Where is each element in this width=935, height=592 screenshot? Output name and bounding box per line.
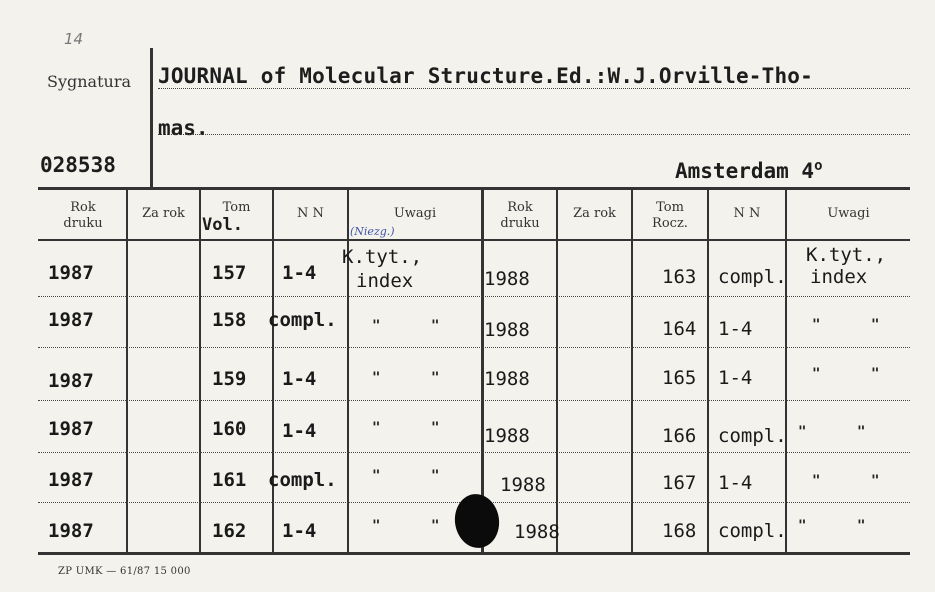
header-left-volume: Tom [222,200,251,215]
signature-label: Sygnatura [47,72,132,91]
row4-left-nn: 1-4 [282,420,317,442]
row3-right-volume: 165 [662,367,697,389]
row5-right-year: 1988 [500,474,546,496]
row-sep-2 [38,347,910,348]
header-right-notes: Uwagi [827,206,870,221]
publication-place [675,158,823,183]
row6-left-volume: 162 [212,520,247,542]
header-bottom-rule [38,239,910,241]
header-right-for-year: Za rok [573,206,616,221]
row4-left-notes: " " [372,420,440,436]
row6-right-volume: 168 [662,520,697,542]
row6-left-year: 1987 [48,520,94,542]
row2-left-volume: 158 [212,309,247,331]
row5-left-year: 1987 [48,469,94,491]
row5-left-nn: compl. [268,469,337,491]
col-rule-6 [556,189,558,553]
row6-right-notes: " " [798,518,866,534]
row6-left-nn: 1-4 [282,520,317,542]
title-line-1: JOURNAL of Molecular Structure.Ed.:W.J.Orville-Tho- [158,64,813,88]
row2-left-notes: " " [372,318,440,334]
row-sep-1 [38,296,910,297]
table-top-rule [38,187,910,190]
printer-footer: ZP UMK — 61/87 15 000 [58,566,191,577]
row2-right-year: 1988 [484,319,530,341]
row4-left-year: 1987 [48,418,94,440]
header-left-year: Rok druku [63,200,103,231]
col-rule-2 [199,189,201,553]
row3-right-year: 1988 [484,368,530,390]
row1-right-notes: K.tyt., [806,244,887,266]
row4-right-volume: 166 [662,425,697,447]
header-right-year: Rok druku [500,200,540,231]
row5-right-nn: 1-4 [718,472,753,494]
row5-left-notes: " " [372,468,440,484]
title-dots-2 [158,134,910,135]
col-rule-7 [631,189,633,553]
header-left-nn: N N [297,206,324,221]
title-line-2: mas. [158,116,209,140]
row2-left-nn: compl. [268,309,337,331]
col-rule-3 [272,189,274,553]
row5-right-volume: 167 [662,472,697,494]
row3-right-notes: " " [812,366,880,382]
row1-left-notes-2: index [356,270,414,292]
ink-blot [451,491,502,551]
row6-right-nn: compl. [718,520,787,542]
header-left-for-year: Za rok [142,206,185,221]
col-rule-4 [347,189,349,553]
row4-right-notes: " " [798,424,866,440]
row-sep-3 [38,400,910,401]
col-rule-1 [126,189,128,553]
pencil-mark: 14 [64,30,84,48]
row1-right-volume: 163 [662,266,697,288]
col-rule-9 [785,189,787,553]
signature-divider [150,48,153,188]
row1-left-notes: K.tyt., [342,246,423,268]
call-number: 028538 [40,153,116,177]
row1-right-notes-2: index [810,266,868,288]
row6-right-year: 1988 [514,521,560,543]
row1-left-volume: 157 [212,262,247,284]
row2-right-nn: 1-4 [718,318,753,340]
header-left-notes: Uwagi [393,206,437,221]
title-dots-1 [158,88,910,89]
place-text: Amsterdam 4 [675,159,815,183]
header-right-volume: Tom Rocz. [652,200,688,231]
row2-right-volume: 164 [662,318,697,340]
row2-right-notes: " " [812,317,880,333]
row4-left-volume: 160 [212,418,247,440]
row-sep-4 [38,452,910,453]
row4-right-year: 1988 [484,425,530,447]
row3-left-nn: 1-4 [282,368,317,390]
row1-left-year: 1987 [48,262,94,284]
place-superscript: o [814,158,823,174]
row3-left-notes: " " [372,370,440,386]
row6-left-notes: " " [372,518,440,534]
row2-left-year: 1987 [48,309,94,331]
row3-left-volume: 159 [212,368,247,390]
row1-right-year: 1988 [484,268,530,290]
table-bottom-rule [38,552,910,555]
header-left-volume-typed: Vol. [202,215,243,235]
col-rule-8 [707,189,709,553]
row5-left-volume: 161 [212,469,247,491]
row5-right-notes: " " [812,473,880,489]
row1-right-nn: compl. [718,266,787,288]
row3-right-nn: 1-4 [718,367,753,389]
row3-left-year: 1987 [48,370,94,392]
header-left-notes-pencil: (Niezg.) [350,225,395,238]
header-right-nn: N N [733,206,761,221]
row1-left-nn: 1-4 [282,262,317,284]
row4-right-nn: compl. [718,425,787,447]
